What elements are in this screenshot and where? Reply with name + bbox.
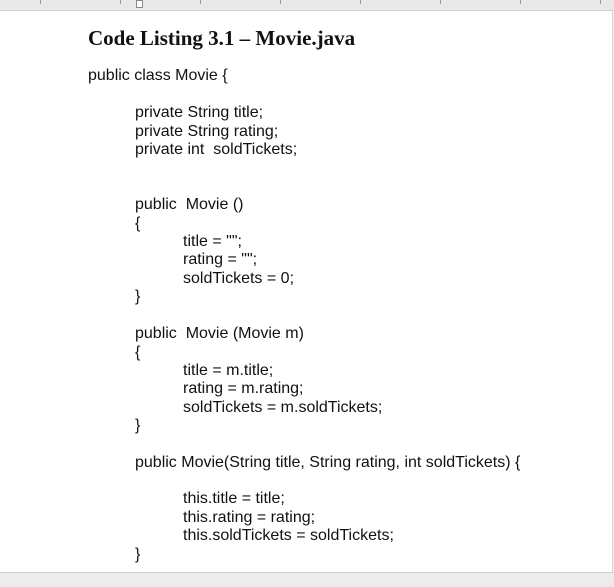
ruler-tick: [360, 0, 361, 4]
code-line: private int soldTickets;: [135, 141, 298, 158]
code-line: this.rating = rating;: [183, 509, 316, 526]
ruler-tick: [200, 0, 201, 4]
listing-heading: Code Listing 3.1 – Movie.java: [88, 26, 356, 50]
ruler-tick: [440, 0, 441, 4]
code-line: public Movie (Movie m): [135, 325, 304, 342]
code-line: title = "";: [183, 233, 242, 250]
code-line: private String rating;: [135, 123, 279, 140]
code-line: this.title = title;: [183, 490, 285, 507]
ruler-tick: [520, 0, 521, 4]
code-line: this.soldTickets = soldTickets;: [183, 527, 394, 544]
code-line: public Movie (): [135, 196, 244, 213]
code-line: soldTickets = m.soldTickets;: [183, 399, 383, 416]
ruler-tick: [280, 0, 281, 4]
code-line: rating = "";: [183, 251, 258, 268]
ruler-tick: [40, 0, 41, 4]
indent-marker-handle[interactable]: [136, 0, 143, 8]
code-line: public class Movie {: [88, 67, 228, 84]
code-line: }: [135, 546, 141, 563]
code-line: }: [135, 288, 141, 305]
code-line: {: [135, 344, 141, 361]
code-line: }: [135, 417, 141, 434]
code-line: public Movie(String title, String rating, int soldTickets) {: [135, 454, 521, 471]
code-line: rating = m.rating;: [183, 380, 304, 397]
ruler: [0, 0, 614, 11]
ruler-tick: [120, 0, 121, 4]
ruler-tick: [600, 0, 601, 4]
code-line: title = m.title;: [183, 362, 274, 379]
window-bottom-edge: [0, 572, 614, 587]
code-line: private String title;: [135, 104, 264, 121]
document-page[interactable]: [0, 11, 613, 572]
code-line: soldTickets = 0;: [183, 270, 295, 287]
code-line: {: [135, 215, 141, 232]
